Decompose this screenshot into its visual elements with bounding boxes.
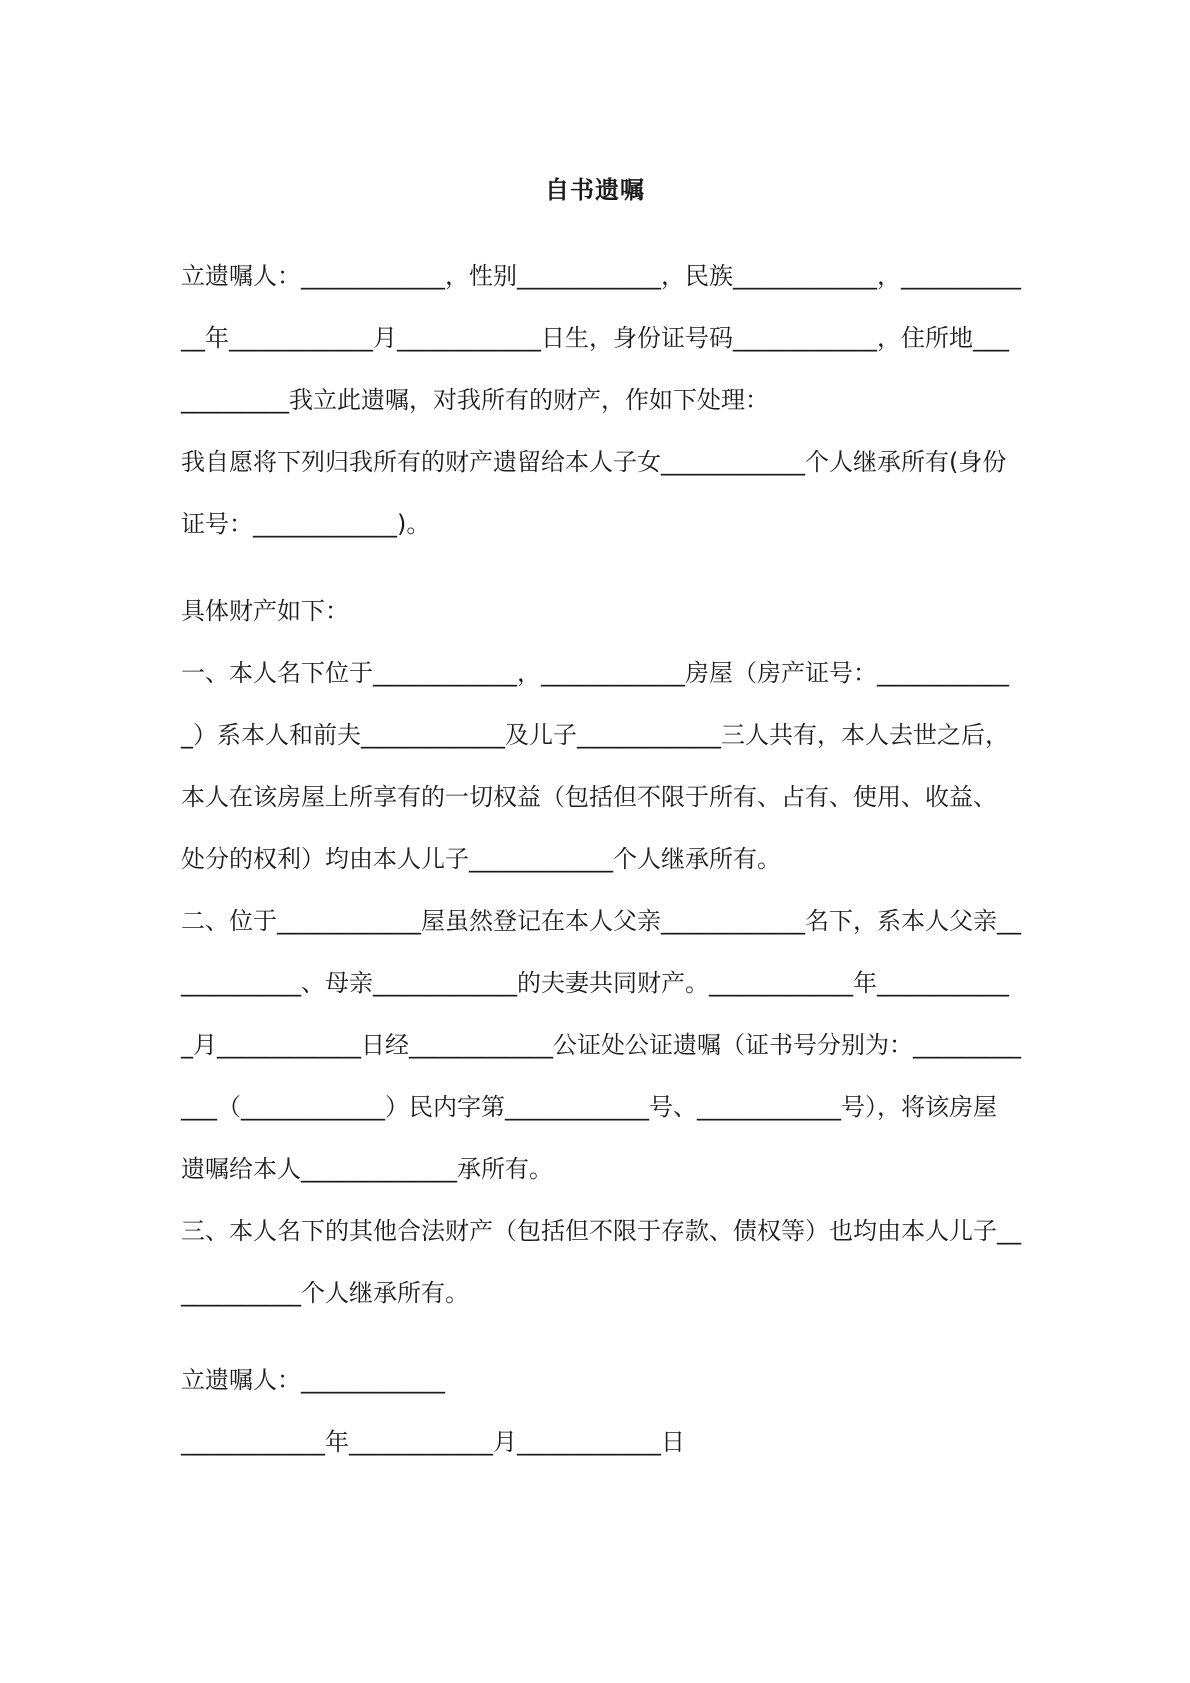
clause-three-line-1: 三、本人名下的其他合法财产（包括但不限于存款、债权等）也均由本人儿子__ — [181, 1217, 1021, 1245]
bequest-line-1: 我自愿将下列归我所有的财产遗留给本人子女____________个人继承所有(身份 — [181, 448, 1007, 476]
clause-two-line-1: 二、位于____________屋虽然登记在本人父亲____________名下，系本人父亲__ — [181, 907, 1021, 935]
clause-one-line-4: 处分的权利）均由本人儿子____________个人继承所有。 — [181, 845, 781, 873]
document-title: 自书遗嘱 — [545, 176, 645, 204]
testator-info-line-3: _________我立此遗嘱，对我所有的财产，作如下处理： — [181, 386, 769, 414]
property-heading: 具体财产如下： — [181, 597, 349, 625]
bequest-line-2: 证号：____________)。 — [181, 510, 431, 538]
date-line: ____________年____________月____________日 — [181, 1428, 685, 1456]
clause-two-line-3: _月____________日经____________公证处公证遗嘱（证书号分别为：_________ — [181, 1031, 1021, 1059]
clause-two-line-4: ___（____________）民内字第____________号、____________号），将该房屋 — [181, 1093, 997, 1121]
clause-one-line-2: _）系本人和前夫____________及儿子____________三人共有，本人去世之后， — [181, 721, 1009, 749]
testator-info-line-1: 立遗嘱人：____________，性别____________，民族____________，__________ — [181, 262, 1021, 290]
signature-line: 立遗嘱人：____________ — [181, 1366, 445, 1394]
clause-three-line-2: __________个人继承所有。 — [181, 1279, 469, 1307]
clause-one-line-1: 一、本人名下位于____________，____________房屋（房产证号：___________ — [181, 659, 1009, 687]
clause-two-line-2: __________、母亲____________的夫妻共同财产。____________年___________ — [181, 969, 1009, 997]
clause-two-line-5: 遗嘱给本人_____________承所有。 — [181, 1155, 553, 1183]
testator-info-line-2: __年____________月____________日生，身份证号码____________，住所地___ — [181, 324, 1009, 352]
clause-one-line-3: 本人在该房屋上所享有的一切权益（包括但不限于所有、占有、使用、收益、 — [181, 783, 997, 811]
